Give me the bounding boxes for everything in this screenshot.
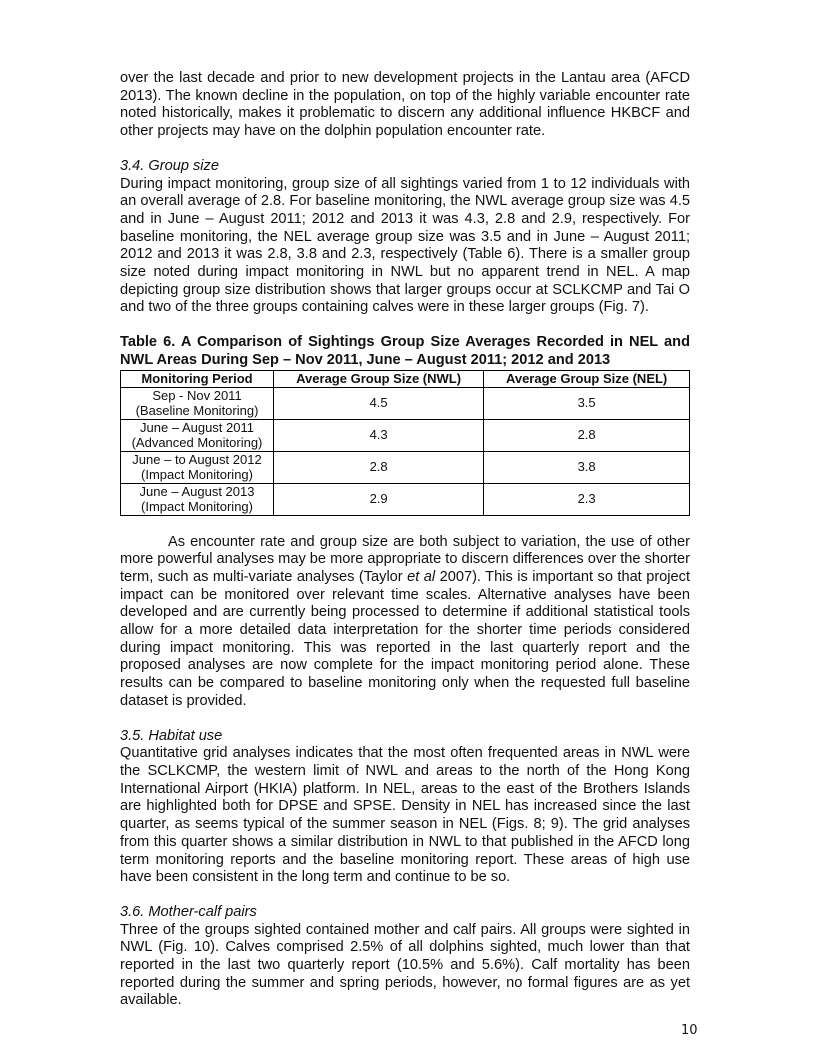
table-6-caption: Table 6. A Comparison of Sightings Group Size Averages Recorded in NEL and NWL Areas During Sep – Nov 2011, June – August 2011; 2012 and 2013 [120, 334, 690, 368]
period-phase: (Advanced Monitoring) [131, 435, 263, 451]
analysis-text-end: 2007). This is important so that project impact can be monitored over relevant time scales. Alternative analyses have been developed and are currently being processed to determine if additional statistical tools allow for a more detailed data interpretation for the shorter time periods considered during impact monitoring. This was reported in the last quarterly report and the proposed analyses are now complete for the impact monitoring period alone. These results can be compared to baseline monitoring only when the requested full baseline dataset is provided. [120, 568, 691, 709]
section-3-5-body: Quantitative grid analyses indicates that the most often frequented areas in NWL were the SCLKCMP, the western limit of NWL and areas to the north of the Hong Kong International Airport (HKIA) platform. In NEL, areas to the east of the Brothers Islands are highlighted both for DPSE and SPSE. Density in NEL has increased since the last quarter, as seems typical of the summer season in NEL (Figs. 8; 9). The grid analyses from this quarter shows a similar distribution in NWL to that published in the AFCD long term monitoring reports and the baseline monitoring report. These areas of high use have been consistent in the long term and continue to be so. [120, 745, 690, 886]
nwl-value: 4.5 [274, 387, 484, 419]
analysis-text-start: As encounter rate and group size are both subject to variation, the use of other more powerful analyses may be more appropriate to discern differences over the shorter term, such as multi-variate analyses (Taylor [120, 533, 690, 585]
header-average-nel: Average Group Size (NEL) [484, 370, 690, 387]
table-row [121, 451, 690, 483]
nwl-value: 2.9 [274, 483, 484, 515]
period-cell [121, 483, 274, 515]
nel-value: 3.5 [484, 387, 690, 419]
analysis-citation-italic: et al [407, 568, 436, 585]
period-phase: (Impact Monitoring) [141, 499, 253, 515]
header-monitoring-period: Monitoring Period [121, 370, 274, 387]
table-row [121, 387, 690, 419]
nwl-value: 4.3 [274, 419, 484, 451]
section-3-6-body: Three of the groups sighted contained mother and calf pairs. All groups were sighted in NWL (Fig. 10). Calves comprised 2.5% of all dolphins sighted, much lower than that reported in the last two quarterly report (10.5% and 5.6%). Calf mortality has been reported during the summer and spring periods, however, no formal figures are as yet available. [120, 921, 690, 1009]
analysis-paragraph [120, 534, 690, 711]
nwl-value: 2.8 [274, 451, 484, 483]
table-row [121, 483, 690, 515]
period-label: June – August 2013 [139, 483, 255, 499]
nel-value: 2.3 [484, 483, 690, 515]
nel-value: 2.8 [484, 419, 690, 451]
nel-value: 3.8 [484, 451, 690, 483]
page-number: 10 [681, 1023, 698, 1038]
section-3-5-heading: 3.5. Habitat use [120, 727, 223, 744]
table-header-row [121, 370, 690, 387]
period-phase: (Baseline Monitoring) [135, 403, 259, 419]
table-row [121, 419, 690, 451]
intro-paragraph: over the last decade and prior to new development projects in the Lantau area (AFCD 2013). The known decline in the population, on top of the highly variable encounter rate noted historically, makes it problematic to discern any additional influence HKBCF and other projects may have on the dolphin population encounter rate. [120, 70, 690, 140]
table-6 [120, 370, 690, 516]
period-label: Sep - Nov 2011 [152, 387, 242, 403]
header-average-nwl: Average Group Size (NWL) [274, 370, 484, 387]
period-cell [121, 387, 274, 419]
section-3-6-heading: 3.6. Mother-calf pairs [120, 903, 257, 920]
section-3-4-body: During impact monitoring, group size of all sightings varied from 1 to 12 individuals with an overall average of 2.8. For baseline monitoring, the NWL average group size was 4.5 and in June – August 2011; 2012 and 2013 it was 4.3, 2.8 and 2.9, respectively. For baseline monitoring, the NEL average group size was 3.5 and in June – August 2011; 2012 and 2013 it was 2.8, 3.8 and 2.3, respectively (Table 6). There is a smaller group size noted during impact monitoring in NWL but no apparent trend in NEL. A map depicting group size distribution shows that larger groups occur at SCLKCMP and Tai O and two of the three groups containing calves were in these larger groups (Fig. 7). [120, 175, 690, 316]
period-cell [121, 451, 274, 483]
document-page [120, 70, 690, 1027]
period-label: June – to August 2012 [132, 451, 262, 467]
period-label: June – August 2011 [140, 419, 254, 435]
period-phase: (Impact Monitoring) [141, 467, 253, 483]
period-cell [121, 419, 274, 451]
section-3-4-heading: 3.4. Group size [120, 157, 219, 174]
